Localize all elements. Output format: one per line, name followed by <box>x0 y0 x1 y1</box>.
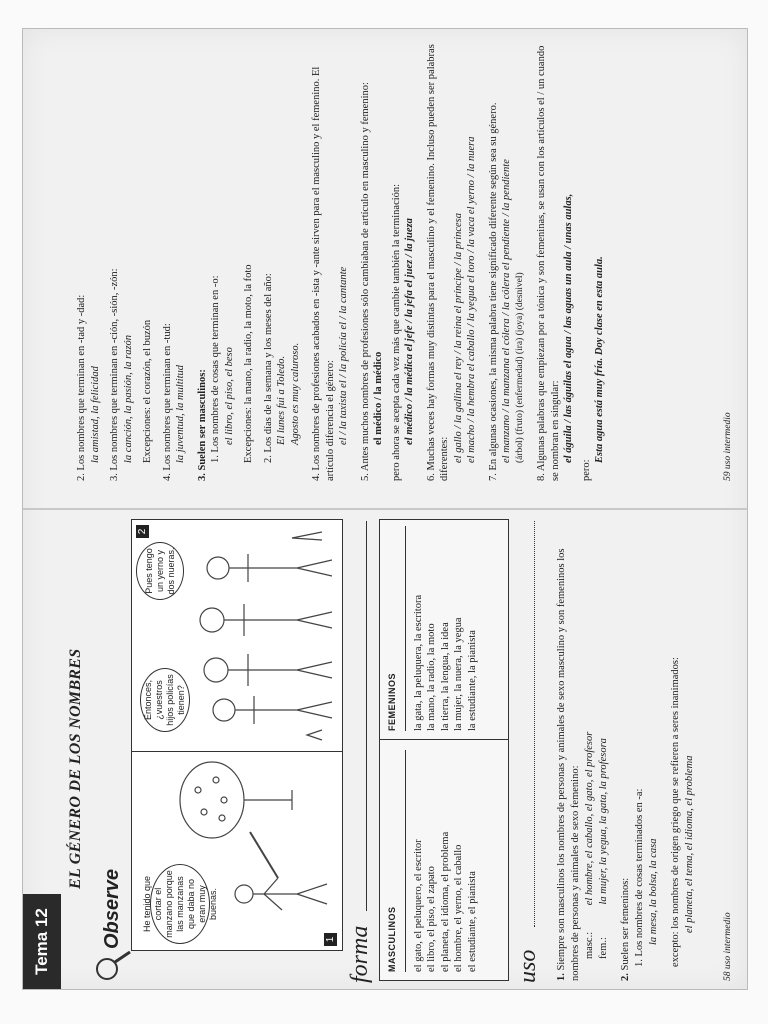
masc-row: el hombre, el yerno, el caballo <box>453 844 464 972</box>
rule-2-except: excepto: los nombres de origen griego que se refieren a seres inanimados: <box>670 657 681 967</box>
masc-row: el libro, el piso, el zapato <box>426 866 437 972</box>
rule-1-fem-examples: la mujer, la yegua, la gata, la profesora <box>598 738 609 905</box>
rule-2-4-examples: la juventud, la multitud <box>175 365 186 463</box>
rule-3-2-example-1: El lunes fui a Toledo. <box>276 355 287 445</box>
rule-1-masc-examples: el hombre, el caballo, el gato, el profesor <box>584 731 595 906</box>
rule-8-pero-examples: Esta agua está muy fría. Doy clase en esta aula. <box>594 256 605 463</box>
rule-6-example-2: el macho / la hembra el caballo / la yegua el toro / la vaca el yerno / la nuera <box>466 136 477 463</box>
rule-7: 7. En algunas ocasiones, la misma palabra tiene significado diferente según sea su género. <box>487 102 499 481</box>
rule-1-masc <box>583 529 597 959</box>
right-rules <box>75 41 607 481</box>
page-title: EL GÉNERO DE LOS NOMBRES <box>67 648 84 889</box>
rotated-spread <box>23 29 747 989</box>
rule-2-sub1: 1. Los nombres de cosas terminados en -a: <box>634 788 645 967</box>
rule-6-example-1: el gallo / la gallina el rey / la reina el príncipe / la princesa <box>452 212 464 463</box>
uso-rule-line <box>534 521 535 927</box>
cartoon-illustration <box>131 519 343 951</box>
rule-5-example-2: el médico / la médica el jefe / la jefa el juez / la jueza <box>404 218 415 445</box>
fem-row: la gata, la peluquera, la escritora <box>412 594 424 731</box>
page-footer-left: 58 uso intermedio <box>723 912 733 981</box>
rule-1-text: Siempre son masculinos los nombres de personas y animales de sexo masculino y son femeninos los nombres de personas y animales de sexo femenino: <box>556 548 581 981</box>
magnifier-icon <box>93 949 133 983</box>
rule-2-2: 2. Los nombres que terminan en -tad y -dad: <box>76 294 87 481</box>
fem-row: la estudiante, la pianista <box>466 630 478 731</box>
tema-badge: Tema 12 <box>23 894 61 989</box>
right-page <box>23 29 747 505</box>
panel-number-2: 2 <box>136 525 149 538</box>
speech-bubble-2: Entonces, ¿vuestros hijos policías tienen? <box>140 668 190 732</box>
rule-1-number: 1. <box>556 973 567 981</box>
rule-2-4: 4. Los nombres que terminan en -tud: <box>161 323 173 481</box>
rule-1-fem-label: fem.: <box>598 937 609 959</box>
rule-1-masc-label: masc.: <box>584 931 595 959</box>
masc-row: el estudiante, el pianista <box>466 871 478 972</box>
rule-1 <box>555 521 582 981</box>
uso-heading: uso <box>515 949 541 983</box>
forma-heading: forma <box>347 925 373 983</box>
rule-5-middle: pero ahora se acepta cada vez más que cambie también la terminación: <box>390 183 402 481</box>
masculine-column <box>380 750 508 972</box>
masc-header: MASCULINOS <box>380 750 406 972</box>
rule-8: 8. Algunas palabras que empiezan por a tónica y son femeninas, se usan con los artículos el / un cuando se nombran en singular: <box>536 45 561 481</box>
rule-2-sub1-examples: la mesa, la bolsa, la casa <box>648 838 659 945</box>
fem-header: FEMENINOS <box>380 526 406 731</box>
fem-row: la tierra, la lengua, la idea <box>439 622 451 731</box>
gender-table <box>379 519 509 981</box>
page-footer-right: 59 uso intermedio <box>723 412 733 481</box>
rule-2-number: 2. <box>620 973 631 981</box>
feminine-column <box>380 526 508 740</box>
rule-3-1: 1. Los nombres de cosas que terminan en -o: <box>210 275 221 463</box>
observe-heading: Observe <box>101 868 123 949</box>
rule-2-exceptions: Excepciones: el corazón, el buzón <box>142 319 153 463</box>
fem-row: la mujer, la nuera, la yegua <box>453 617 464 731</box>
rule-3: 3. Suelen ser masculinos: <box>196 369 208 481</box>
rule-7-example-2: (árbol) (fruto) (enfermedad) (ira) (joya) (desnivel) <box>514 272 525 463</box>
rule-8-examples: el águila / las águilas el agua / las aguas un aula / unas aulas, <box>563 193 574 463</box>
scanned-sheet <box>22 28 748 990</box>
rule-4: 4. Los nombres de profesiones acabados en -ista y -ante sirven para el masculino y el femenino. El artículo diferencia el género: <box>311 66 336 481</box>
speech-bubble-3: Pues tengo un yerno y dos nueras. <box>136 542 184 600</box>
rule-6: 6. Muchas veces hay formas muy distintas para el masculino y el femenino. Incluso pueden ser palabras diferentes: <box>425 44 450 481</box>
rule-3-exceptions: Excepciones: la mano, la radio, la moto, la foto <box>243 264 254 463</box>
masc-row: el planeta, el idioma, el problema <box>439 831 451 972</box>
rule-3-2: 2. Los días de la semana y los meses del año: <box>262 273 274 463</box>
rule-2-except-examples: el planeta, el tema, el idioma, el problema <box>684 755 695 933</box>
speech-bubble-1: He tenido que cortar el manzano porque las manzanas que daba no eran muy buenas. <box>150 864 210 944</box>
rule-7-example-1: el manzano / la manzana el cólera / la cólera el pendiente / la pendiente <box>501 159 512 463</box>
rule-5-example-1: el médico / la médico <box>373 351 384 445</box>
panel-number-1: 1 <box>324 933 337 946</box>
fem-row: la mano, la radio, la moto <box>426 623 437 731</box>
rule-5: 5. Antes muchos nombres de profesiones sólo cambiaban de artículo en masculino y femenino: <box>359 82 371 481</box>
rule-2-2-examples: la amistad, la felicidad <box>89 366 101 463</box>
rule-3-2-example-2: Agosto es muy caluroso. <box>289 342 301 445</box>
rule-8-pero: pero: <box>580 459 592 481</box>
rule-2-3: 3. Los nombres que terminan en -ción, -sión, -zón: <box>109 268 120 481</box>
rule-2-text: Suelen ser femeninos: <box>620 877 631 971</box>
rule-1-fem <box>597 529 611 959</box>
cartoon-drawing <box>132 520 342 950</box>
rule-2-3-examples: la canción, la pasión, la razón <box>122 334 134 463</box>
left-page <box>23 511 747 989</box>
rule-2 <box>619 521 633 981</box>
rule-3-1-examples: el libro, el piso, el beso <box>223 347 235 445</box>
rule-4-examples: el / la taxista el / la policía el / la cantante <box>338 266 349 445</box>
masc-row: el gato, el peluquero, el escritor <box>412 839 424 972</box>
forma-rule-line <box>366 521 367 911</box>
